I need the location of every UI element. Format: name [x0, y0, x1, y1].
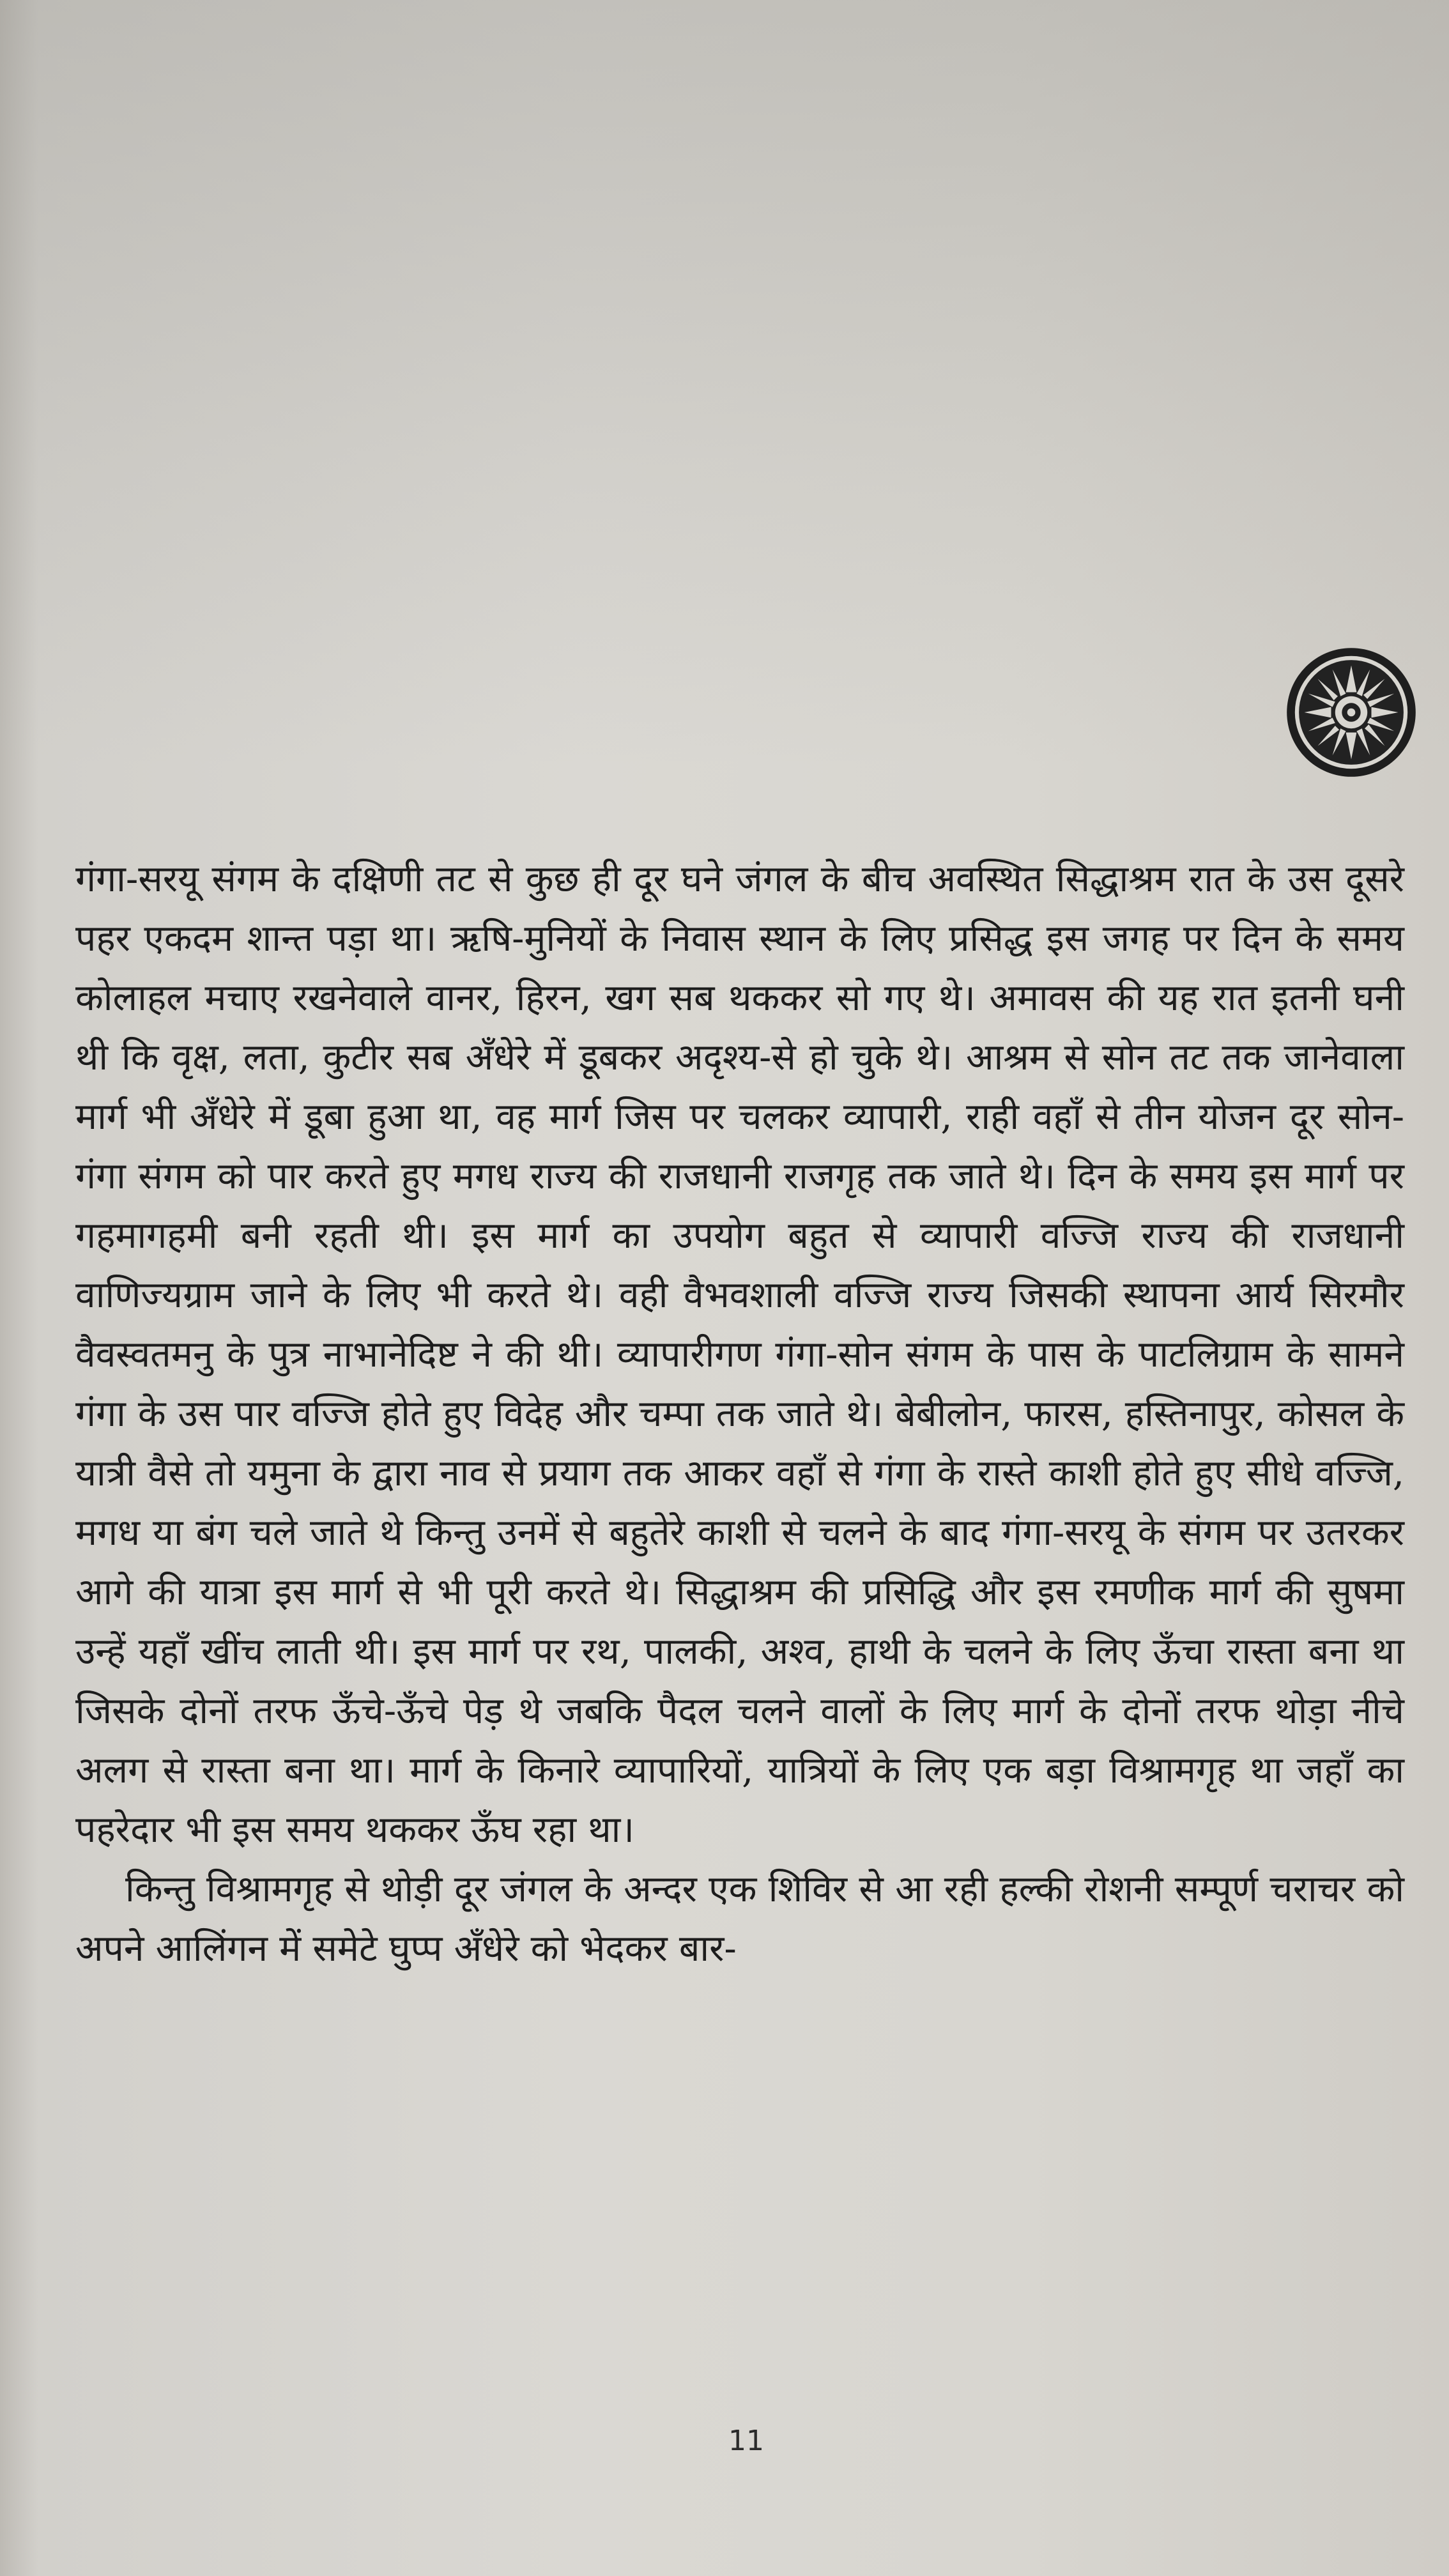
- paragraph: गंगा-सरयू संगम के दक्षिणी तट से कुछ ही दूर घने जंगल के बीच अवस्थित सिद्धाश्रम रात के उस दूसरे पहर एकदम शान्त पड़ा था। ऋषि-मुनियों के निवास स्थान के लिए प्रसिद्ध इस जगह पर दिन के समय कोलाहल मचाए रखनेवाले वानर, हिरन, खग सब थककर सो गए थे। अमावस की यह रात इतनी घनी थी कि वृक्ष, लता, कुटीर सब अँधेरे में डूबकर अदृश्य-से हो चुके थे। आश्रम से सोन तट तक जानेवाला मार्ग भी अँधेरे में डूबा हुआ था, वह मार्ग जिस पर चलकर व्यापारी, राही वहाँ से तीन योजन दूर सोन-गंगा संगम को पार करते हुए मगध राज्य की राजधानी राजगृह तक जाते थे। दिन के समय इस मार्ग पर गहमागहमी बनी रहती थी। इस मार्ग का उपयोग बहुत से व्यापारी वज्जि राज्य की राजधानी वाणिज्यग्राम जाने के लिए भी करते थे। वही वैभवशाली वज्जि राज्य जिसकी स्थापना आर्य सिरमौर वैवस्वतमनु के पुत्र नाभानेदिष्ट ने की थी। व्यापारीगण गंगा-सोन संगम के पास के पाटलिग्राम के सामने गंगा के उस पार वज्जि होते हुए विदेह और चम्पा तक जाते थे। बेबीलोन, फारस, हस्तिनापुर, कोसल के यात्री वैसे तो यमुना के द्वारा नाव से प्रयाग तक आकर वहाँ से गंगा के रास्ते काशी होते हुए सीधे वज्जि, मगध या बंग चले जाते थे किन्तु उनमें से बहुतेरे काशी से चलने के बाद गंगा-सरयू के संगम पर उतरकर आगे की यात्रा इस मार्ग से भी पूरी करते थे। सिद्धाश्रम की प्रसिद्धि और इस रमणीक मार्ग की सुषमा उन्हें यहाँ खींच लाती थी। इस मार्ग पर रथ, पालकी, अश्व, हाथी के चलने के लिए ऊँचा रास्ता बना था जिसके दोनों तरफ ऊँचे-ऊँचे पेड़ थे जबकि पैदल चलने वालों के लिए मार्ग के दोनों तरफ थोड़ा नीचे अलग से रास्ता बना था। मार्ग के किनारे व्यापारियों, यात्रियों के लिए एक बड़ा विश्रामगृह था जहाँ का पहरेदार भी इस समय थककर ऊँघ रहा था।: [75, 858, 1404, 1851]
- wheel-emblem-icon: [1284, 645, 1418, 779]
- page-number: 11: [728, 2425, 764, 2457]
- paragraph: किन्तु विश्रामगृह से थोड़ी दूर जंगल के अन्दर एक शिविर से आ रही हल्की रोशनी सम्पूर्ण चराचर को अपने आलिंगन में समेटे घुप्प अँधेरे को भेदकर बार-: [75, 1868, 1404, 1970]
- body-text: [75, 850, 1404, 1979]
